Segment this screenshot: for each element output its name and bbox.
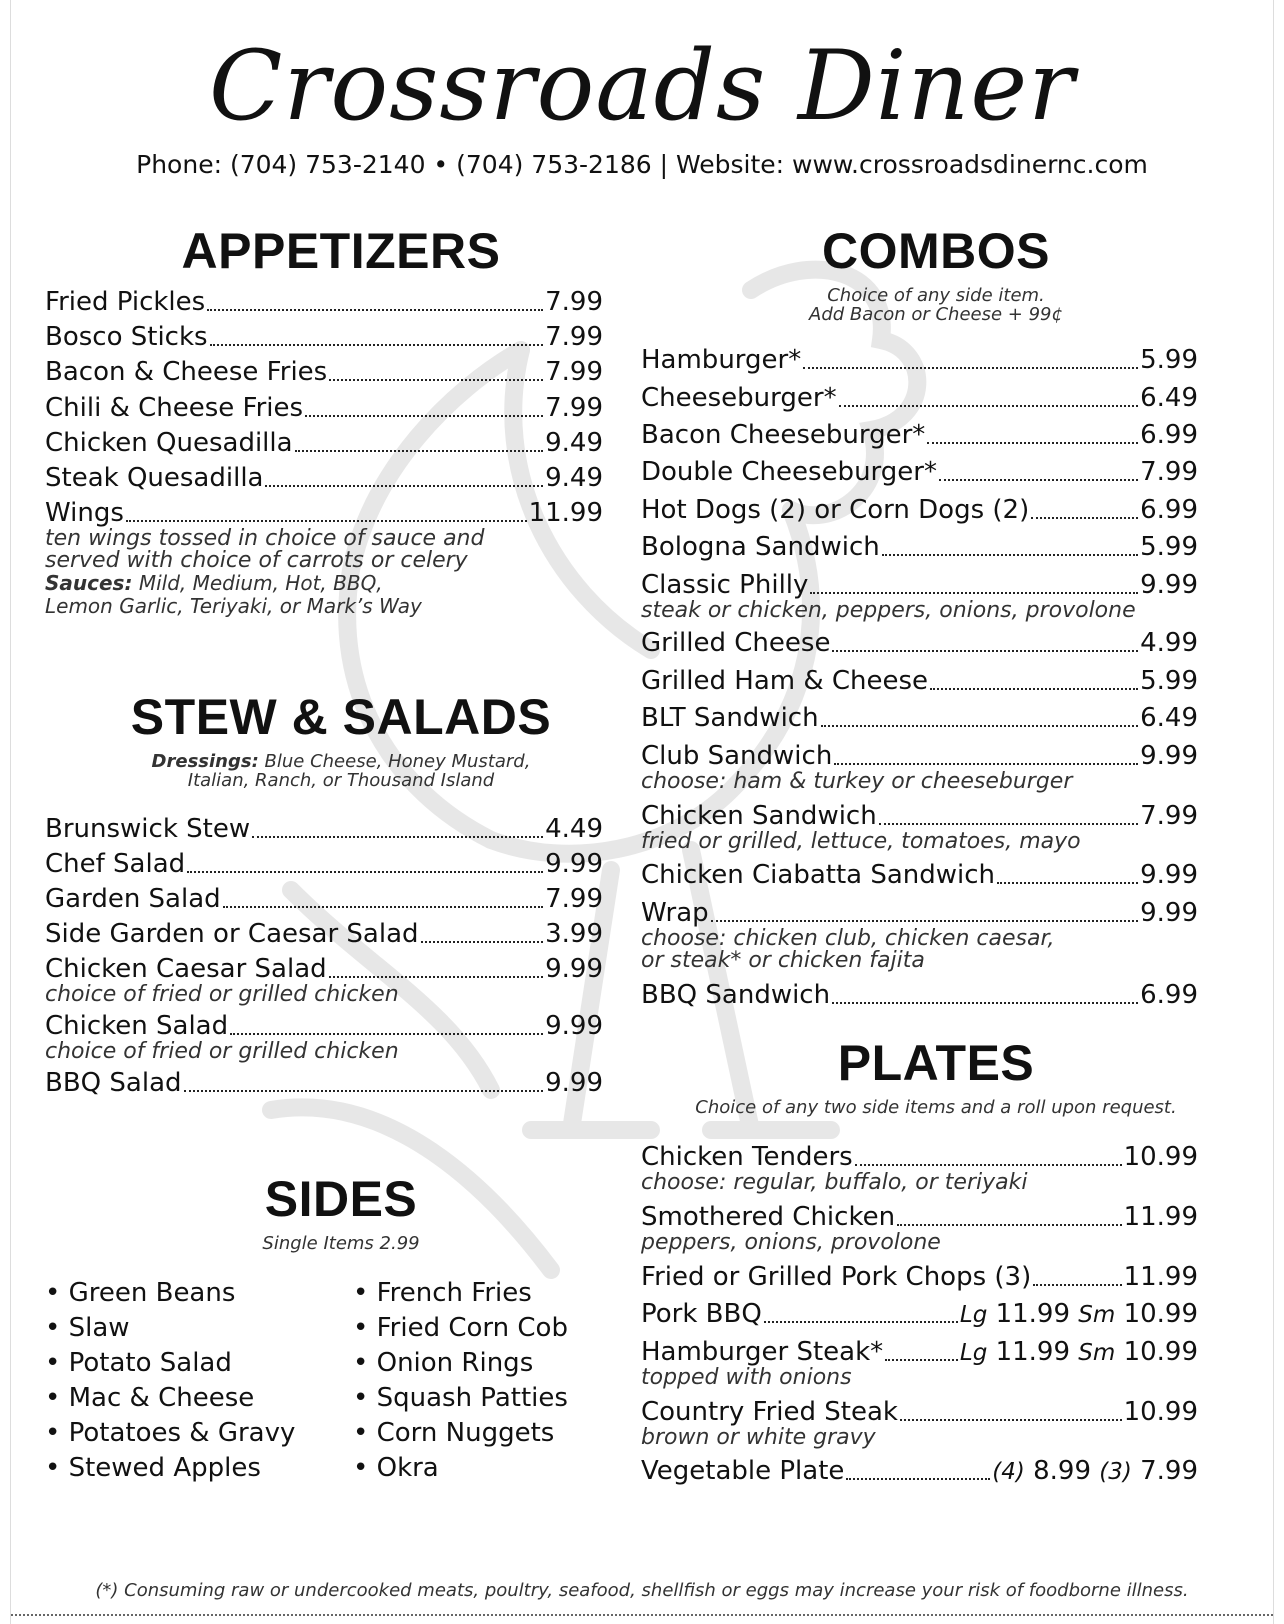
contact-line: Phone: (704) 753-2140 • (704) 753-2186 | Website: www.crossroadsdinernc.com xyxy=(136,150,1148,179)
side-item: • Corn Nuggets xyxy=(353,1418,555,1448)
menu-page xyxy=(10,0,1274,1624)
dot-leader xyxy=(997,882,1138,884)
wings-description: ten wings tossed in choice of sauce and served with choice of carrots or celery Sauces: Mild, Medium, Hot, BBQ, Lemon Garlic, Teriyaki, or Mark’s Way xyxy=(45,526,485,618)
item-price: 7.99 xyxy=(545,357,603,387)
item-price: 9.99 xyxy=(1140,570,1198,600)
dot-leader xyxy=(207,309,543,311)
item-price: 9.99 xyxy=(1140,898,1198,928)
item-name: Hamburger Steak* xyxy=(641,1337,884,1367)
item-description: choice of fried or grilled chicken xyxy=(45,1039,399,1064)
dot-leader xyxy=(252,836,543,838)
dot-leader xyxy=(187,871,543,873)
dot-leader xyxy=(821,725,1139,727)
item-price: 7.99 xyxy=(1140,801,1198,831)
item-price: 11.99 xyxy=(528,498,603,528)
dot-leader xyxy=(879,823,1138,825)
item-name: Chicken Tenders xyxy=(641,1142,853,1172)
dot-leader xyxy=(855,1164,1122,1166)
side-item: • Squash Patties xyxy=(353,1383,568,1413)
item-description: choose: regular, buffalo, or teriyaki xyxy=(641,1170,1028,1195)
dot-leader xyxy=(329,976,543,978)
side-item: • Fried Corn Cob xyxy=(353,1313,568,1343)
item-price: 6.99 xyxy=(1140,980,1198,1010)
dot-leader xyxy=(184,1090,544,1092)
appetizer-item xyxy=(45,320,603,352)
item-description: fried or grilled, lettuce, tomatoes, mayo xyxy=(641,829,1081,854)
item-name: BBQ Salad xyxy=(45,1068,182,1098)
item-price: 10.99 xyxy=(1123,1142,1198,1172)
item-price: 4.99 xyxy=(1140,628,1198,658)
combo-item xyxy=(641,455,1198,487)
item-name: Garden Salad xyxy=(45,884,221,914)
dot-leader xyxy=(1033,1284,1121,1286)
dressings-note: Dressings: Blue Cheese, Honey Mustard, Italian, Ranch, or Thousand Island xyxy=(151,751,531,791)
appetizers-heading: APPETIZERS xyxy=(181,223,501,279)
combo-item xyxy=(641,493,1198,525)
item-price: 6.99 xyxy=(1140,420,1198,450)
item-name: Grilled Cheese xyxy=(641,628,831,658)
item-price: 11.99 xyxy=(1123,1262,1198,1292)
plate-item xyxy=(641,1200,1198,1232)
appetizer-item xyxy=(45,496,603,528)
item-price: 9.49 xyxy=(545,463,603,493)
side-item: • Potatoes & Gravy xyxy=(45,1418,296,1448)
dot-leader xyxy=(846,1478,990,1480)
combo-item xyxy=(641,896,1198,928)
item-name: Chicken Ciabatta Sandwich xyxy=(641,860,996,890)
item-description: choice of fried or grilled chicken xyxy=(45,982,399,1007)
dot-leader xyxy=(882,554,1138,556)
dot-leader xyxy=(803,367,1138,369)
item-price: 9.99 xyxy=(1140,741,1198,771)
item-price: 6.99 xyxy=(1140,495,1198,525)
item-name: Bacon Cheeseburger* xyxy=(641,420,926,450)
item-price: 7.99 xyxy=(1140,457,1198,487)
item-price: 4.49 xyxy=(545,814,603,844)
item-price: 11.99 xyxy=(1123,1202,1198,1232)
plates-note: Choice of any two side items and a roll upon request. xyxy=(695,1097,1177,1118)
combo-item xyxy=(641,626,1198,658)
combo-item xyxy=(641,799,1198,831)
item-description: brown or white gravy xyxy=(641,1425,876,1450)
item-name: Fried or Grilled Pork Chops (3) xyxy=(641,1262,1032,1292)
item-price: 6.49 xyxy=(1140,703,1198,733)
side-item: • Green Beans xyxy=(45,1278,236,1308)
dot-leader xyxy=(897,1224,1122,1226)
item-name: Country Fried Steak xyxy=(641,1397,898,1427)
item-price: 5.99 xyxy=(1140,345,1198,375)
item-price: Lg 11.99 Sm 10.99 xyxy=(959,1337,1198,1367)
dot-leader xyxy=(900,1419,1122,1421)
side-item: • Onion Rings xyxy=(353,1348,534,1378)
item-name: Wings xyxy=(45,498,124,528)
item-description: steak or chicken, peppers, onions, provolone xyxy=(641,598,1136,623)
salad-item xyxy=(45,847,603,879)
item-name: Bacon & Cheese Fries xyxy=(45,357,328,387)
appetizer-item xyxy=(45,285,603,317)
item-name: Vegetable Plate xyxy=(641,1456,845,1486)
item-price: 7.99 xyxy=(545,322,603,352)
dot-leader xyxy=(126,520,527,522)
combo-item xyxy=(641,530,1198,562)
plate-item xyxy=(641,1140,1198,1172)
combo-item xyxy=(641,858,1198,890)
dot-leader xyxy=(210,344,544,346)
dot-leader xyxy=(265,485,543,487)
item-price: 9.49 xyxy=(545,428,603,458)
combo-item xyxy=(641,664,1198,696)
item-price: 9.99 xyxy=(545,849,603,879)
plates-heading: PLATES xyxy=(837,1035,1035,1091)
dot-leader xyxy=(832,1002,1138,1004)
plate-item xyxy=(641,1260,1198,1292)
stew-salads-heading: STEW & SALADS xyxy=(130,689,552,745)
item-name: Smothered Chicken xyxy=(641,1202,896,1232)
combos-note: Choice of any side item. Add Bacon or Cheese + 99¢ xyxy=(809,285,1063,325)
side-item: • Stewed Apples xyxy=(45,1453,261,1483)
combo-item xyxy=(641,343,1198,375)
item-name: Steak Quesadilla xyxy=(45,463,264,493)
item-description: peppers, onions, provolone xyxy=(641,1230,941,1255)
dot-leader xyxy=(1031,517,1138,519)
side-item: • Slaw xyxy=(45,1313,130,1343)
combo-item xyxy=(641,739,1198,771)
restaurant-title: Crossroads Diner xyxy=(208,30,1076,142)
salad-item xyxy=(45,812,603,844)
item-description: choose: chicken club, chicken caesar, or steak* or chicken fajita xyxy=(641,926,1055,973)
item-name: Bosco Sticks xyxy=(45,322,208,352)
item-price: 9.99 xyxy=(545,1068,603,1098)
dot-leader xyxy=(305,415,543,417)
dot-leader xyxy=(810,592,1138,594)
side-item: • Potato Salad xyxy=(45,1348,232,1378)
item-price: 9.99 xyxy=(545,954,603,984)
dot-leader xyxy=(764,1321,958,1323)
item-name: Pork BBQ xyxy=(641,1299,762,1329)
dot-leader xyxy=(832,650,1138,652)
item-name: BBQ Sandwich xyxy=(641,980,831,1010)
dot-leader xyxy=(295,450,544,452)
item-price: (4) 8.99 (3) 7.99 xyxy=(992,1456,1198,1486)
plate-item xyxy=(641,1335,1198,1367)
item-name: Chicken Sandwich xyxy=(641,801,877,831)
plate-item xyxy=(641,1454,1198,1486)
combo-item xyxy=(641,418,1198,450)
item-price: 9.99 xyxy=(1140,860,1198,890)
item-price: 7.99 xyxy=(545,884,603,914)
item-name: Grilled Ham & Cheese xyxy=(641,666,929,696)
item-price: 7.99 xyxy=(545,393,603,423)
appetizer-item xyxy=(45,391,603,423)
item-name: Chili & Cheese Fries xyxy=(45,393,304,423)
salad-item xyxy=(45,952,603,984)
item-name: Brunswick Stew xyxy=(45,814,251,844)
item-name: Bologna Sandwich xyxy=(641,532,880,562)
dot-leader xyxy=(939,479,1138,481)
item-name: Fried Pickles xyxy=(45,287,206,317)
item-name: Chicken Caesar Salad xyxy=(45,954,327,984)
item-name: Hot Dogs (2) or Corn Dogs (2) xyxy=(641,495,1030,525)
sides-heading: SIDES xyxy=(264,1171,418,1227)
side-item: • Mac & Cheese xyxy=(45,1383,255,1413)
item-name: Chicken Salad xyxy=(45,1011,229,1041)
item-name: Side Garden or Caesar Salad xyxy=(45,919,419,949)
appetizer-item xyxy=(45,461,603,493)
item-name: Double Cheeseburger* xyxy=(641,457,937,487)
dot-leader xyxy=(711,920,1138,922)
combo-item xyxy=(641,978,1198,1010)
combo-item xyxy=(641,701,1198,733)
item-price: 10.99 xyxy=(1123,1397,1198,1427)
salad-item xyxy=(45,882,603,914)
item-name: Club Sandwich xyxy=(641,741,833,771)
item-description: topped with onions xyxy=(641,1365,852,1390)
side-item: • Okra xyxy=(353,1453,439,1483)
item-name: Classic Philly xyxy=(641,570,809,600)
item-name: Chef Salad xyxy=(45,849,186,879)
combos-heading: COMBOS xyxy=(822,223,1050,279)
food-safety-disclaimer: (*) Consuming raw or undercooked meats, poultry, seafood, shellfish or eggs may increase your risk of foodborne illness. xyxy=(95,1580,1189,1601)
item-name: BLT Sandwich xyxy=(641,703,819,733)
dot-leader xyxy=(834,763,1138,765)
item-price: 5.99 xyxy=(1140,666,1198,696)
item-name: Hamburger* xyxy=(641,345,802,375)
plate-item xyxy=(641,1395,1198,1427)
item-price: 7.99 xyxy=(545,287,603,317)
salad-item xyxy=(45,917,603,949)
combo-item xyxy=(641,568,1198,600)
dot-leader xyxy=(230,1033,543,1035)
item-price: 9.99 xyxy=(545,1011,603,1041)
item-price: 5.99 xyxy=(1140,532,1198,562)
item-price: 3.99 xyxy=(545,919,603,949)
appetizer-item xyxy=(45,426,603,458)
dot-leader xyxy=(930,688,1138,690)
appetizer-item xyxy=(45,355,603,387)
dot-leader xyxy=(223,906,543,908)
side-item: • French Fries xyxy=(353,1278,532,1308)
dot-leader xyxy=(839,405,1139,407)
dot-leader xyxy=(329,379,543,381)
salad-item xyxy=(45,1009,603,1041)
sides-note: Single Items 2.99 xyxy=(262,1233,420,1254)
combo-item xyxy=(641,381,1198,413)
plate-item xyxy=(641,1297,1198,1329)
item-description: choose: ham & turkey or cheeseburger xyxy=(641,769,1073,794)
dot-leader xyxy=(421,941,544,943)
item-price: Lg 11.99 Sm 10.99 xyxy=(959,1299,1198,1329)
item-name: Cheeseburger* xyxy=(641,383,837,413)
dot-leader xyxy=(927,442,1138,444)
dot-leader xyxy=(885,1359,958,1361)
bottom-divider xyxy=(11,1614,1273,1616)
item-name: Chicken Quesadilla xyxy=(45,428,293,458)
item-price: 6.49 xyxy=(1140,383,1198,413)
item-name: Wrap xyxy=(641,898,709,928)
salad-item xyxy=(45,1066,603,1098)
